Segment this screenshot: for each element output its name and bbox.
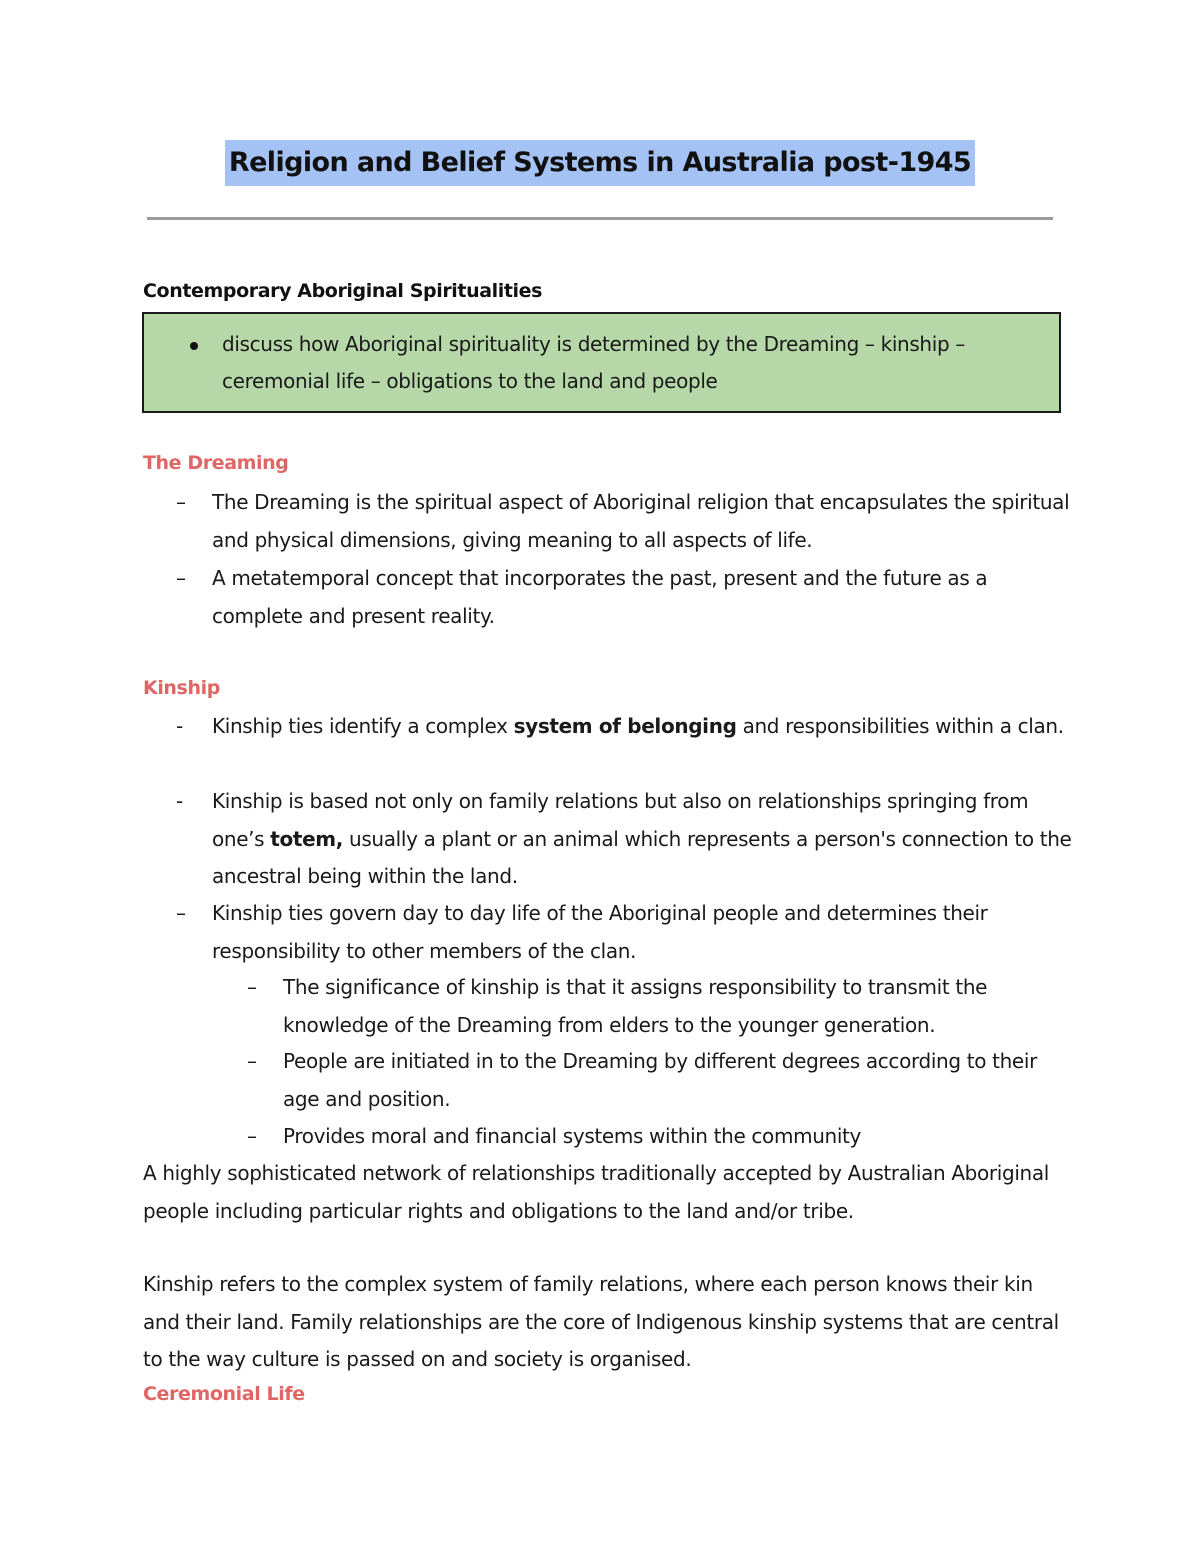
dash-marker: – [176, 901, 186, 925]
kinship-subpoint-2: People are initiated in to the Dreaming by different degrees according to their age and position. [283, 1049, 1037, 1111]
kinship-definition: A highly sophisticated network of relationships traditionally accepted by Australian Aboriginal people including particular rights and obligations to the land and/or tribe. [143, 1161, 1049, 1223]
page-title: Religion and Belief Systems in Australia post-1945 [225, 140, 975, 186]
kinship-subpoint-3: Provides moral and financial systems within the community [283, 1124, 862, 1148]
kinship-point-1-start: Kinship ties identify a complex [212, 714, 514, 738]
ceremonial-heading: Ceremonial Life [143, 1383, 305, 1405]
dash-marker: – [247, 1124, 257, 1148]
syllabus-point: discuss how Aboriginal spirituality is determined by the Dreaming – kinship – ceremonial life – obligations to the land and people [222, 332, 965, 393]
dreaming-heading: The Dreaming [143, 452, 289, 474]
kinship-point-1-end: and responsibilities within a clan. [736, 714, 1064, 738]
dash-marker: – [176, 490, 186, 514]
hyphen-marker: - [176, 789, 184, 813]
kinship-point-1-bold: system of belonging [513, 714, 737, 738]
title-container [0, 140, 1200, 186]
kinship-point-2-end: usually a plant or an animal which represents a person's connection to the ancestral being within the land. [212, 826, 1072, 888]
horizontal-divider [147, 217, 1053, 220]
dreaming-point-2: A metatemporal concept that incorporates the past, present and the future as a complete and present reality. [212, 566, 988, 628]
syllabus-box [142, 312, 1061, 413]
dash-marker: – [176, 566, 186, 590]
kinship-explanation: Kinship refers to the complex system of family relations, where each person knows their kin and their land. Family relationships are the core of Indigenous kinship systems that are central to the way culture is passed on and society is organised. [143, 1272, 1059, 1371]
kinship-point-1 [212, 708, 1072, 746]
bullet-icon [190, 342, 198, 350]
dash-marker: – [247, 1049, 257, 1073]
dreaming-point-1: The Dreaming is the spiritual aspect of Aboriginal religion that encapsulates the spiritual and physical dimensions, giving meaning to all aspects of life. [212, 490, 1070, 552]
kinship-point-2-start: Kinship is based not only on family relations but also on relationships springing from one’s [212, 789, 1029, 851]
kinship-point-2 [212, 783, 1072, 896]
kinship-point-2-bold: totem, [270, 826, 344, 851]
section-heading: Contemporary Aboriginal Spiritualities [143, 280, 543, 302]
dash-marker: – [247, 975, 257, 999]
kinship-heading: Kinship [143, 677, 220, 699]
kinship-subpoint-1: The significance of kinship is that it assigns responsibility to transmit the knowledge of the Dreaming from elders to the younger generation. [283, 975, 988, 1037]
kinship-point-3: Kinship ties govern day to day life of the Aboriginal people and determines their responsibility to other members of the clan. [212, 901, 988, 963]
hyphen-marker: - [176, 714, 184, 738]
